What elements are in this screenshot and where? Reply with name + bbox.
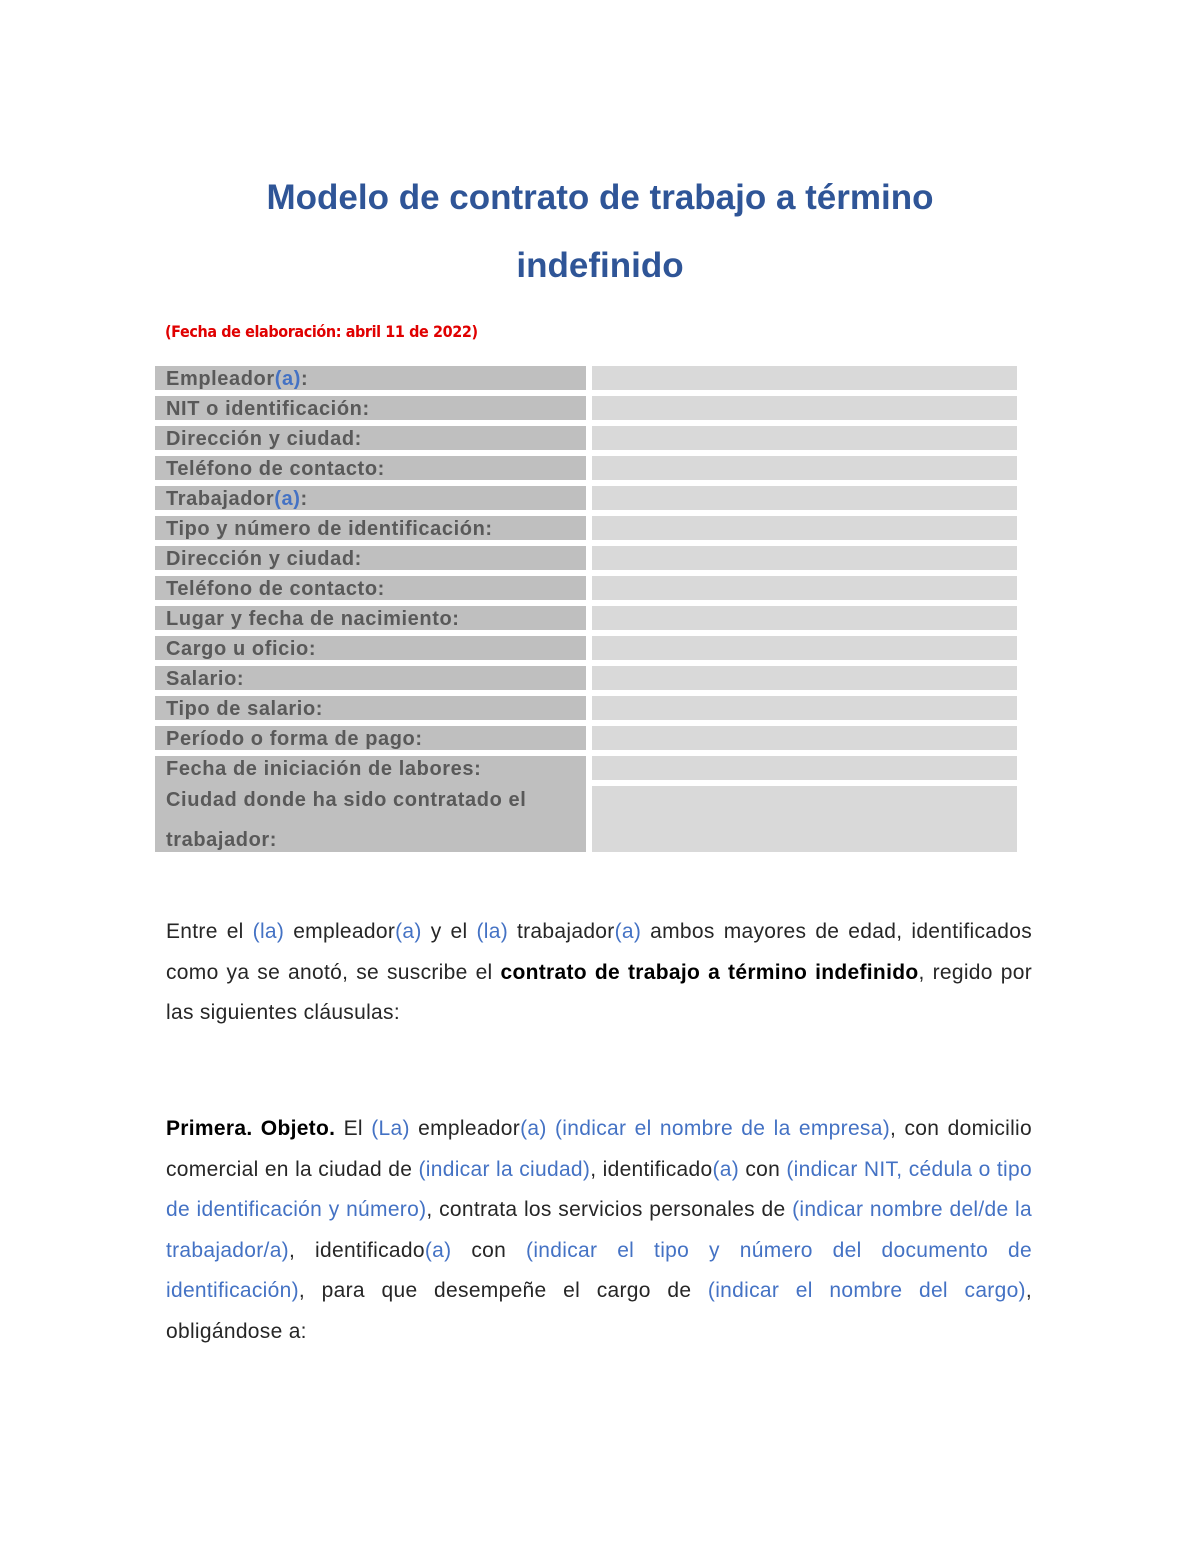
body-text: , para que desempeñe el cargo de bbox=[298, 1279, 708, 1302]
form-row bbox=[155, 396, 1017, 422]
bold-text: Primera. Objeto. bbox=[166, 1117, 336, 1140]
form-row-label-colon: : bbox=[300, 488, 308, 510]
form-row-label-text: Período o forma de pago: bbox=[166, 728, 423, 750]
placeholder-text: (a) bbox=[520, 1117, 547, 1140]
form-row-value-field[interactable] bbox=[592, 696, 1017, 722]
form-row bbox=[155, 606, 1017, 632]
form-row-value-field[interactable] bbox=[592, 756, 1017, 782]
form-row-label bbox=[155, 576, 586, 602]
form-row-value-field[interactable] bbox=[592, 666, 1017, 692]
placeholder-text: (indicar el nombre de la empresa) bbox=[555, 1117, 890, 1140]
form-row-label-text: Trabajador bbox=[166, 488, 275, 510]
document-title-line-1: Modelo de contrato de trabajo a término bbox=[266, 178, 934, 217]
form-row-label-text: Lugar y fecha de nacimiento: bbox=[166, 608, 460, 630]
form-row-label bbox=[155, 426, 586, 452]
document-title-line-2: indefinido bbox=[516, 246, 684, 285]
form-row-label-text: Dirección y ciudad: bbox=[166, 548, 362, 570]
form-row-label-text: Salario: bbox=[166, 668, 245, 690]
form-row-label-colon: : bbox=[301, 368, 309, 390]
placeholder-text: (indicar la ciudad) bbox=[418, 1157, 591, 1181]
body-text: Entre el bbox=[166, 920, 253, 943]
form-row-label-text: Tipo y número de identificación: bbox=[166, 518, 493, 540]
body-text: , identificado bbox=[590, 1157, 713, 1181]
body-text: , con domicilio comercial en la ciudad de bbox=[166, 1117, 1032, 1181]
form-row-label bbox=[155, 366, 586, 392]
form-row-label bbox=[155, 456, 586, 482]
form-row-label-text: Teléfono de contacto: bbox=[166, 578, 385, 600]
form-row-label bbox=[155, 396, 586, 422]
body-text: , regido por las siguientes cláusulas: bbox=[166, 960, 1032, 1024]
form-row bbox=[155, 456, 1017, 482]
form-row bbox=[155, 516, 1017, 542]
clause-first-objeto bbox=[166, 1109, 1032, 1352]
form-row-value-field[interactable] bbox=[592, 606, 1017, 632]
form-row-label-text: Empleador bbox=[166, 368, 275, 390]
placeholder-text: (a) bbox=[424, 1238, 452, 1262]
placeholder-text: (La) bbox=[371, 1117, 410, 1140]
bold-text: contrato de trabajo a término indefinido bbox=[500, 960, 919, 984]
placeholder-text: (la) bbox=[252, 920, 285, 943]
form-row bbox=[155, 636, 1017, 662]
form-row-label bbox=[155, 606, 586, 632]
form-row-value-field[interactable] bbox=[592, 486, 1017, 512]
form-row-value-field[interactable] bbox=[592, 516, 1017, 542]
form-row bbox=[155, 756, 1017, 782]
form-row-value-field[interactable] bbox=[592, 456, 1017, 482]
form-row-value-field[interactable] bbox=[592, 636, 1017, 662]
placeholder-text: (indicar NIT, cédula o tipo de identificación y número) bbox=[166, 1157, 1032, 1221]
form-row bbox=[155, 576, 1017, 602]
form-row bbox=[155, 666, 1017, 692]
form-row bbox=[155, 696, 1017, 722]
form-row bbox=[155, 786, 1017, 854]
form-row bbox=[155, 366, 1017, 392]
form-row-label bbox=[155, 636, 586, 662]
form-row bbox=[155, 426, 1017, 452]
form-row-label-text: Teléfono de contacto: bbox=[166, 458, 385, 480]
body-text: con bbox=[739, 1157, 787, 1181]
date-note: (Fecha de elaboración: abril 11 de 2022) bbox=[165, 322, 478, 341]
form-row bbox=[155, 726, 1017, 752]
form-row-label-suffix: (a) bbox=[274, 488, 301, 510]
form-row-value-field[interactable] bbox=[592, 576, 1017, 602]
form-row-label-text: Tipo de salario: bbox=[166, 698, 324, 720]
form-row-value-field[interactable] bbox=[592, 786, 1017, 854]
placeholder-text: (indicar nombre del/de la trabajador/a) bbox=[166, 1198, 1032, 1262]
form-row-value-field[interactable] bbox=[592, 426, 1017, 452]
body-text: , obligándose a: bbox=[166, 1279, 1032, 1343]
placeholder-text: (a) bbox=[712, 1157, 740, 1181]
placeholder-text: (la) bbox=[476, 920, 508, 943]
body-text: trabajador bbox=[508, 920, 615, 943]
form-row-value-field[interactable] bbox=[592, 726, 1017, 752]
form-row-label-text: Fecha de iniciación de labores: bbox=[166, 758, 482, 780]
body-text: empleador bbox=[284, 920, 396, 943]
form-row-label-suffix: (a) bbox=[274, 368, 302, 390]
intro-paragraph bbox=[166, 912, 1032, 1034]
body-text: con bbox=[451, 1238, 527, 1262]
body-text: El bbox=[335, 1117, 372, 1140]
placeholder-text: (indicar el tipo y número del documento de identificación) bbox=[166, 1238, 1032, 1302]
form-row-label bbox=[155, 666, 586, 692]
form-row-label bbox=[155, 546, 586, 572]
body-text: ambos mayores de edad, identificados como ya se anotó, se suscribe el bbox=[166, 920, 1032, 984]
form-row-label bbox=[155, 486, 586, 512]
form-row-label bbox=[155, 696, 586, 722]
form-row-label-text: Cargo u oficio: bbox=[166, 638, 317, 660]
form-row bbox=[155, 546, 1017, 572]
form-row-label-text: Ciudad donde ha sido contratado el trabajador: bbox=[166, 789, 527, 851]
form-row-label-text: NIT o identificación: bbox=[166, 398, 370, 420]
form-row-value-field[interactable] bbox=[592, 366, 1017, 392]
body-text: empleador bbox=[409, 1117, 521, 1140]
body-text: , identificado bbox=[288, 1238, 425, 1262]
form-row-value-field[interactable] bbox=[592, 396, 1017, 422]
form-row-value-field[interactable] bbox=[592, 546, 1017, 572]
form-row-label-text: Dirección y ciudad: bbox=[166, 428, 362, 450]
body-text bbox=[547, 1117, 555, 1140]
form-row-label bbox=[155, 726, 586, 752]
form-row bbox=[155, 486, 1017, 512]
form-row-label bbox=[155, 756, 586, 782]
placeholder-text: (indicar el nombre del cargo) bbox=[707, 1279, 1026, 1302]
body-text: , contrata los servicios personales de bbox=[426, 1198, 793, 1221]
form-row-label bbox=[155, 516, 586, 542]
placeholder-text: (a) bbox=[395, 920, 422, 943]
form-row-label bbox=[155, 780, 586, 854]
body-text: y el bbox=[421, 920, 477, 943]
placeholder-text: (a) bbox=[614, 920, 642, 943]
